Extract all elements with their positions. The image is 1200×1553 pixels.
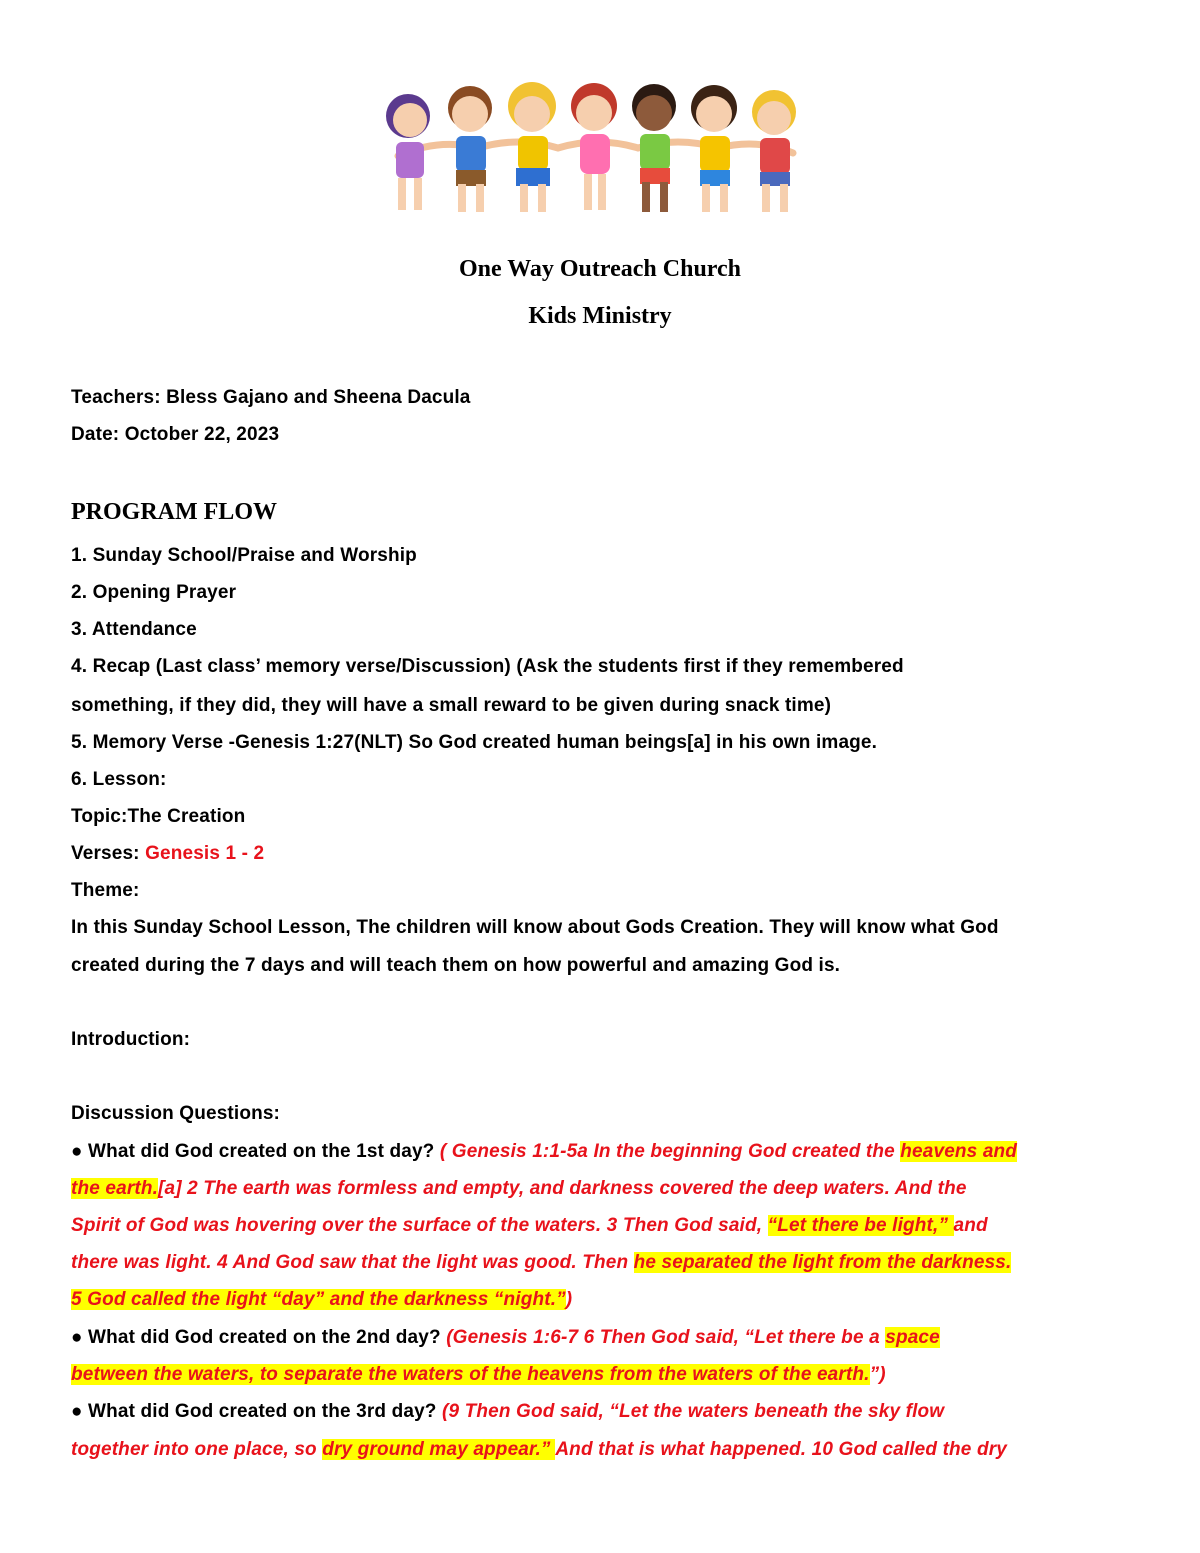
church-name: One Way Outreach Church <box>458 256 742 282</box>
question-1-line-1 <box>71 1141 1017 1163</box>
question-1-line-4 <box>71 1252 1011 1274</box>
question-3-scripture: together into one place, so <box>71 1439 323 1460</box>
question-2-line-1 <box>71 1327 940 1349</box>
program-item-1: 1. Sunday School/Praise and Worship <box>71 545 417 566</box>
program-item-4-line-1: 4. Recap (Last class’ memory verse/Discussion) (Ask the students first if they remembered <box>71 656 904 677</box>
question-3-line-1 <box>71 1401 944 1423</box>
program-flow-heading: PROGRAM FLOW <box>71 499 277 525</box>
verses-line <box>71 843 264 865</box>
question-1-highlight: heavens and <box>900 1141 1018 1162</box>
theme-line-2: created during the 7 days and will teach them on how powerful and amazing God is. <box>71 955 841 976</box>
question-1-scripture: ( Genesis 1:1-5a In the beginning God created the <box>439 1141 901 1162</box>
question-1-line-2 <box>71 1178 967 1200</box>
question-1-line-5 <box>71 1289 572 1311</box>
question-2-scripture: ”) <box>869 1364 886 1385</box>
theme-label: Theme: <box>71 880 140 901</box>
verses-value: Genesis 1 - 2 <box>145 843 265 864</box>
ministry-name: Kids Ministry <box>528 303 672 329</box>
question-2-line-2 <box>71 1364 886 1386</box>
topic-line: Topic:The Creation <box>71 806 246 827</box>
question-1-scripture: and <box>953 1215 988 1236</box>
question-3-text: ● What did God created on the 3rd day? <box>71 1401 442 1422</box>
question-3-scripture: (9 Then God said, “Let the waters beneath the sky flow <box>441 1401 945 1422</box>
question-1-scripture: there was light. 4 And God saw that the light was good. Then <box>71 1252 634 1273</box>
question-3-line-2 <box>71 1439 1007 1461</box>
question-3-scripture: And that is what happened. 10 God called the dry <box>555 1439 1007 1460</box>
question-2-scripture: (Genesis 1:6-7 6 Then God said, “Let there be a <box>446 1327 886 1348</box>
question-1-scripture: Spirit of God was hovering over the surface of the waters. 3 Then God said, <box>71 1215 768 1236</box>
question-3-highlight: dry ground may appear.” <box>322 1439 556 1460</box>
question-1-highlight: 5 God called the light “day” and the darkness “night.” <box>71 1289 566 1310</box>
program-item-3: 3. Attendance <box>71 619 197 640</box>
program-item-5: 5. Memory Verse -Genesis 1:27(NLT) So God created human beings[a] in his own image. <box>71 732 878 753</box>
verses-label: Verses: <box>71 843 146 864</box>
children-holding-hands-illustration <box>378 78 810 220</box>
teachers-line: Teachers: Bless Gajano and Sheena Dacula <box>71 387 471 408</box>
question-1-highlight: the earth. <box>71 1178 159 1199</box>
program-item-4-line-2: something, if they did, they will have a small reward to be given during snack time) <box>71 695 832 716</box>
theme-line-1: In this Sunday School Lesson, The children will know about Gods Creation. They will know what God <box>71 917 999 938</box>
question-2-highlight: space <box>885 1327 940 1348</box>
question-1-scripture: ) <box>565 1289 573 1310</box>
question-1-line-3 <box>71 1215 988 1237</box>
date-line: Date: October 22, 2023 <box>71 424 280 445</box>
discussion-label: Discussion Questions: <box>71 1103 281 1124</box>
question-1-text: ● What did God created on the 1st day? <box>71 1141 440 1162</box>
introduction-label: Introduction: <box>71 1029 191 1050</box>
program-item-2: 2. Opening Prayer <box>71 582 237 603</box>
question-1-highlight: “Let there be light,” <box>767 1215 954 1236</box>
question-1-highlight: he separated the light from the darkness. <box>633 1252 1012 1273</box>
kid-7 <box>752 90 796 212</box>
question-2-text: ● What did God created on the 2nd day? <box>71 1327 447 1348</box>
kid-2 <box>448 86 492 212</box>
program-item-6: 6. Lesson: <box>71 769 167 790</box>
question-2-highlight: between the waters, to separate the waters of the heavens from the waters of the earth. <box>71 1364 870 1385</box>
kid-1 <box>386 94 430 210</box>
question-1-scripture: [a] 2 The earth was formless and empty, and darkness covered the deep waters. And the <box>158 1178 967 1199</box>
